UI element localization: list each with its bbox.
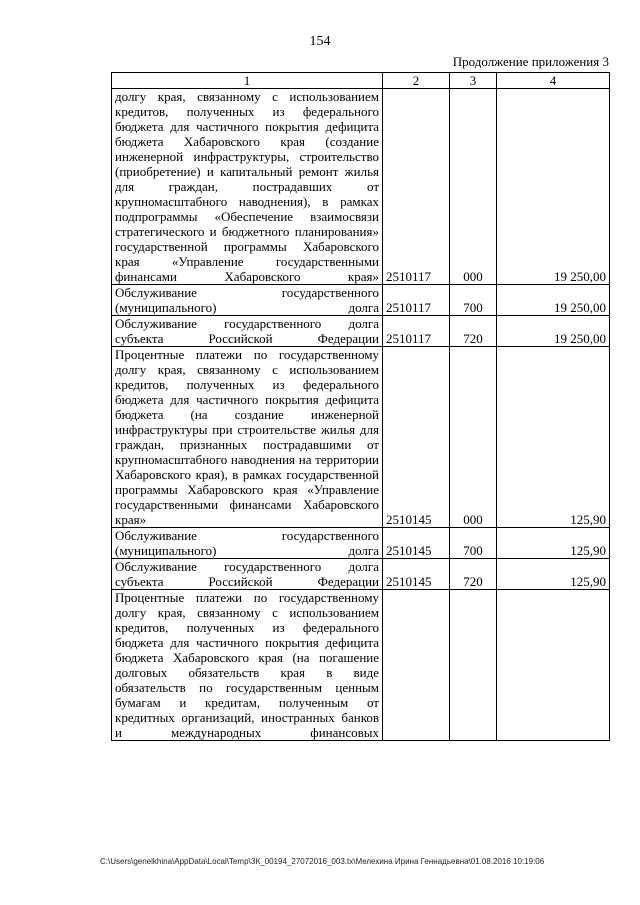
table-row: [112, 347, 610, 528]
row-expense-type: 700: [450, 528, 497, 559]
row-amount: 19 250,00: [497, 316, 610, 347]
row-expense-type: 000: [450, 347, 497, 528]
row-description: Процентные платежи по государственному долгу края, связанному с использованием кредитов, полученных из федерального бюджета для частичного покрытия дефицита бюджета (на создание инженерной инфраструктуры при строительстве жилья для граждан, признанных пострадавшими от крупномасштабного наводнения на территории Хабаровского края), в рамках государственной программы Хабаровского края «Управление государственными финансами Хабаровского края»: [112, 347, 383, 528]
row-target-code: 2510145: [383, 559, 450, 590]
row-amount: 125,90: [497, 347, 610, 528]
row-description: Обслуживание государственного долга субъекта Российской Федерации: [112, 559, 383, 590]
row-amount: [497, 590, 610, 741]
row-target-code: 2510117: [383, 89, 450, 285]
appendix-continuation-note: Продолжение приложения 3: [452, 54, 609, 69]
column-header-3: 3: [450, 73, 497, 89]
row-target-code: [383, 590, 450, 741]
table-row: [112, 590, 610, 741]
table-header-row: [112, 73, 610, 89]
page-number: 154: [309, 34, 331, 49]
table-row: [112, 316, 610, 347]
table-row: [112, 89, 610, 285]
row-expense-type: 720: [450, 316, 497, 347]
table-row: [112, 559, 610, 590]
budget-table: [111, 72, 610, 741]
row-target-code: 2510117: [383, 316, 450, 347]
row-amount: 19 250,00: [497, 89, 610, 285]
row-target-code: 2510145: [383, 528, 450, 559]
column-header-4: 4: [497, 73, 610, 89]
row-description: Обслуживание государственного (муниципального) долга: [112, 285, 383, 316]
row-amount: 125,90: [497, 559, 610, 590]
row-expense-type: [450, 590, 497, 741]
column-header-1: 1: [112, 73, 383, 89]
table-row: [112, 285, 610, 316]
row-description: Обслуживание государственного долга субъекта Российской Федерации: [112, 316, 383, 347]
document-footer-path: C:\Users\genelkhina\AppData\Local\Temp\ЗК_00194_27072016_003.tx\Мелехина Ирина Геннадьевна\01.08.2016 10:19:06: [100, 857, 545, 866]
row-expense-type: 720: [450, 559, 497, 590]
row-amount: 19 250,00: [497, 285, 610, 316]
row-expense-type: 700: [450, 285, 497, 316]
table-row: [112, 528, 610, 559]
row-description: Процентные платежи по государственному долгу края, связанному с использованием кредитов, полученных из федерального бюджета для частичного покрытия дефицита бюджета Хабаровского края (на погашение долговых обязательств края в виде обязательств по государственным ценным бумагам и кредитам, полученным от кредитных организаций, иностранных банков и международных финансовых: [112, 590, 383, 741]
row-description: Обслуживание государственного (муниципального) долга: [112, 528, 383, 559]
row-target-code: 2510117: [383, 285, 450, 316]
row-amount: 125,90: [497, 528, 610, 559]
row-description: долгу края, связанному с использованием кредитов, полученных из федерального бюджета для частичного покрытия дефицита бюджета Хабаровского края (создание инженерной инфраструктуры, строительство (приобретение) и капитальный ремонт жилья для граждан, пострадавших от крупномасштабного наводнения), в рамках подпрограммы «Обеспечение взаимосвязи стратегического и бюджетного планирования» государственной программы Хабаровского края «Управление государственными финансами Хабаровского края»: [112, 89, 383, 285]
row-expense-type: 000: [450, 89, 497, 285]
column-header-2: 2: [383, 73, 450, 89]
row-target-code: 2510145: [383, 347, 450, 528]
